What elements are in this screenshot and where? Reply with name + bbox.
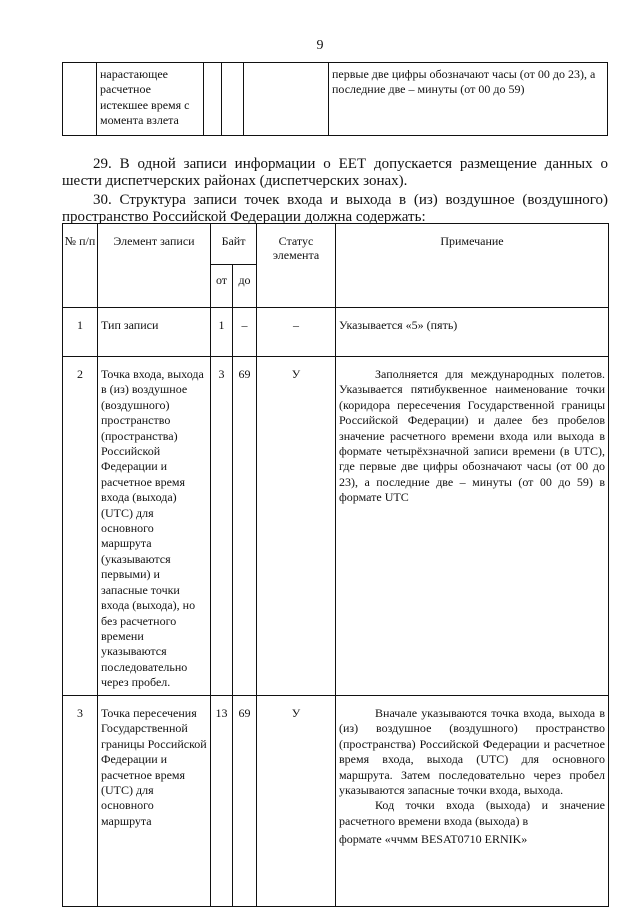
row-2-status: У: [257, 357, 336, 696]
row-2-from: 3: [211, 357, 233, 696]
row-2-note-text: Заполняется для международных полетов. Указывается пятибуквенное наименование точки (коридора пересечения Государственной границы Российской Федерации) и далее без пробелов значение расчетного времени входа или выхода в формате четырёхзначной записи времени (в UTC), где первые две цифры обозначают часы (от 00 до 23), а последние две – минуты (от 00 до 59) в формате UTC: [339, 367, 606, 505]
header-row: [63, 224, 609, 265]
entry-exit-structure-table: [62, 223, 609, 907]
row-2-note: [336, 357, 609, 696]
table-cell: [204, 63, 222, 136]
table-cell: [329, 63, 608, 136]
table-cell: [222, 63, 244, 136]
table-row: [63, 357, 609, 696]
table-row: [63, 696, 609, 907]
row-2-num: 2: [63, 357, 98, 696]
header-element: Элемент записи: [98, 224, 211, 308]
fragment-note-text: первые две цифры обозначают часы (от 00 до 23), а последние две – минуты (от 00 до 59): [332, 67, 596, 97]
header-status: Статус элемента: [257, 224, 336, 308]
row-2-to: 69: [233, 357, 257, 696]
row-3-status: У: [257, 696, 336, 907]
row-3-element: Точка пересечения Государственной границы Российской Федерации и расчетное время (UTC) для основного маршрута: [98, 696, 211, 907]
row-3-note-text: Вначале указываются точка входа, выхода в (из) воздушное (воздушного) пространство (пространства) Российской Федерации и расчетное время входа, выхода (UTC) для основного маршрута. Затем последовательно через пробел указываются запасные точки входа, выхода.: [339, 706, 606, 798]
row-3-to: 69: [233, 696, 257, 907]
row-3-note-code: Код точки входа (выхода) и значение расчетного времени входа (выхода) в: [339, 798, 606, 828]
row-1-to: –: [233, 308, 257, 357]
table-row: [63, 63, 608, 136]
row-3-from: 13: [211, 696, 233, 907]
row-1-element: Тип записи: [98, 308, 211, 357]
table-cell: [97, 63, 204, 136]
fragment-element-text: нарастающее расчетное истекшее время с момента взлета: [100, 67, 190, 128]
row-3-note: [336, 696, 609, 907]
header-byte-to: до: [233, 265, 257, 308]
header-num: № п/п: [63, 224, 98, 308]
row-1-num: 1: [63, 308, 98, 357]
row-2-element: Точка входа, выхода в (из) воздушное (воздушного) пространство (пространства) Российской Федерации и расчетное время входа (выхода) (UTC) для основного маршрута (указываются первыми) и запасные точки входа (выхода), но без расчетного времени указываются последовательно через пробел.: [98, 357, 211, 696]
header-byte-from: от: [211, 265, 233, 308]
row-1-status: –: [257, 308, 336, 357]
row-1-from: 1: [211, 308, 233, 357]
row-3-note-format: формате «ччмм BESAT0710 ERNIK»: [339, 832, 528, 847]
row-1-note: Указывается «5» (пять): [336, 308, 609, 357]
top-table-fragment: [62, 62, 608, 136]
header-note: Примечание: [336, 224, 609, 308]
page-number: 9: [316, 38, 324, 53]
table-cell: [63, 63, 97, 136]
row-3-num: 3: [63, 696, 98, 907]
paragraph-30: 30. Структура записи точек входа и выхода в (из) воздушное (воздушного) пространство Российской Федерации должна содержать:: [62, 192, 608, 225]
table-cell: [244, 63, 329, 136]
table-row: [63, 308, 609, 357]
header-byte: Байт: [211, 224, 257, 265]
paragraph-29: 29. В одной записи информации о ЕЕТ допускается размещение данных о шести диспетчерских районах (диспетчерских зонах).: [62, 156, 608, 189]
